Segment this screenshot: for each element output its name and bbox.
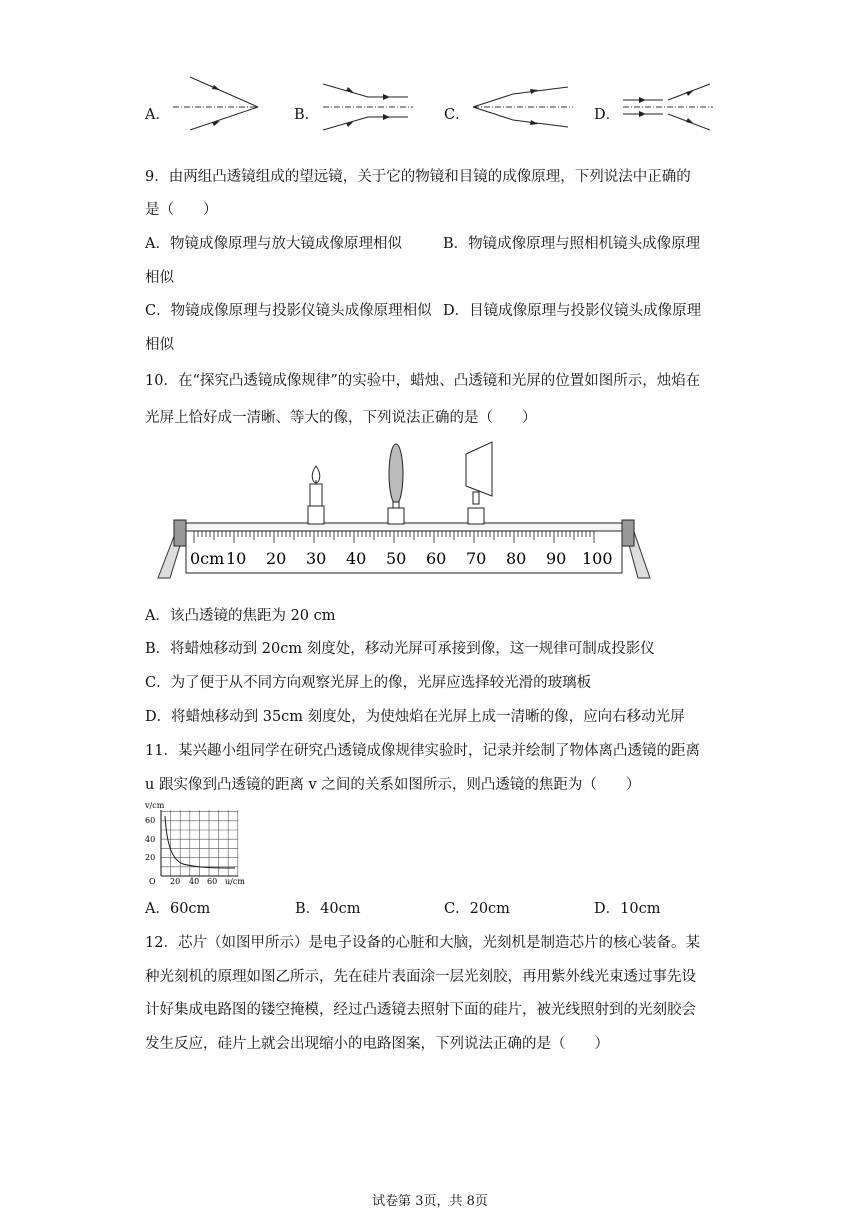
- bench-label-20: 20: [266, 549, 287, 568]
- q9-option-b-line1: B．物镜成像原理与照相机镜头成像原理: [443, 236, 701, 252]
- graph-ytick-60: 60: [145, 816, 156, 825]
- q11-stem-line1: 11．某兴趣小组同学在研究凸透镜成像规律实验时，记录并绘制了物体离凸透镜的距离: [145, 743, 700, 759]
- q8-option-b-label: B．: [294, 107, 320, 123]
- q9-stem-line2: 是（ ）: [145, 202, 218, 218]
- candle: [308, 466, 324, 524]
- q9-option-c: C．物镜成像原理与投影仪镜头成像原理相似: [145, 303, 432, 319]
- graph-ytick-20: 20: [145, 853, 156, 862]
- graph-ytick-40: 40: [145, 835, 156, 844]
- bench-label-30: 30: [306, 549, 327, 568]
- q12-line3: 计好集成电路图的镂空掩模，经过凸透镜去照射下面的硅片，被光线照射到的光刻胶会: [145, 1002, 696, 1018]
- bench-label-90: 90: [546, 549, 567, 568]
- bench-label-0: 0cm: [190, 549, 225, 568]
- q12-line4: 发生反应，硅片上就会出现缩小的电路图案，下列说法正确的是（ ）: [145, 1036, 609, 1052]
- q12-line2: 种光刻机的原理如图乙所示，先在硅片表面涂一层光刻胶，再用紫外线光束透过事先设: [145, 969, 696, 985]
- graph-curve: [165, 816, 235, 868]
- q10-option-c: C．为了便于从不同方向观察光屏上的像，光屏应选择较光滑的玻璃板: [145, 675, 592, 691]
- q10-option-b: B．将蜡烛移动到 20cm 刻度处，移动光屏可承接到像，这一规律可制成投影仪: [145, 641, 655, 657]
- bench-label-80: 80: [506, 549, 527, 568]
- q8-diagram-b: [318, 72, 418, 132]
- q11-option-b: B．40cm: [295, 901, 361, 917]
- q9-stem-line1: 9．由两组凸透镜组成的望远镜，关于它的物镜和目镜的成像原理，下列说法中正确的: [145, 169, 691, 185]
- q11-option-d: D．10cm: [594, 901, 661, 917]
- q11-option-a: A．60cm: [145, 901, 211, 917]
- q8-option-c-label: C．: [444, 107, 470, 123]
- graph-xtick-60: 60: [207, 877, 218, 886]
- graph-xtick-40: 40: [189, 877, 200, 886]
- graph-ylabel: v/cm: [145, 801, 165, 810]
- graph-xtick-20: 20: [170, 877, 181, 886]
- q11-stem-line2: u 跟实像到凸透镜的距离 v 之间的关系如图所示，则凸透镜的焦距为（ ）: [145, 777, 641, 793]
- graph-origin: O: [149, 877, 156, 886]
- q9-option-a: A．物镜成像原理与放大镜成像原理相似: [145, 236, 402, 252]
- bench-label-10: 10: [226, 549, 247, 568]
- q9-option-d-line2: 相似: [145, 337, 174, 353]
- q8-option-a-label: A．: [145, 107, 170, 123]
- q8-diagram-a: [168, 72, 268, 132]
- q10-option-a: A．该凸透镜的焦距为 20 cm: [145, 608, 336, 624]
- q10-stem-line1: 10．在“探究凸透镜成像规律”的实验中，蜡烛、凸透镜和光屏的位置如图所示，烛焰在: [145, 373, 701, 389]
- graph-xlabel: u/cm: [225, 877, 245, 886]
- q8-diagram-d: [618, 72, 718, 132]
- q8-option-d-label: D．: [594, 107, 621, 123]
- light-screen: [466, 442, 492, 524]
- convex-lens: [388, 444, 404, 524]
- q12-line1: 12．芯片（如图甲所示）是电子设备的心脏和大脑，光刻机是制造芯片的核心装备。某: [145, 935, 700, 951]
- q9-option-b-line2: 相似: [145, 270, 174, 286]
- page-footer: 试卷第 3页，共 8页: [372, 1194, 488, 1209]
- bench-label-60: 60: [426, 549, 447, 568]
- bench-label-100: 100: [582, 549, 613, 568]
- bench-left-end: [174, 520, 186, 546]
- q11-option-c: C．20cm: [444, 901, 510, 917]
- q8-diagram-c: [468, 72, 578, 132]
- bench-right-end: [622, 520, 634, 546]
- bench-label-70: 70: [466, 549, 487, 568]
- optical-bench-figure: [150, 436, 660, 586]
- q10-stem-line2: 光屏上恰好成一清晰、等大的像，下列说法正确的是（ ）: [145, 410, 537, 426]
- q9-option-d-line1: D．目镜成像原理与投影仪镜头成像原理: [443, 303, 702, 319]
- bench-label-40: 40: [346, 549, 367, 568]
- uv-graph: [143, 798, 258, 890]
- bench-label-50: 50: [386, 549, 407, 568]
- q10-option-d: D．将蜡烛移动到 35cm 刻度处，为使烛焰在光屏上成一清晰的像，应向右移动光屏: [145, 709, 685, 725]
- graph-grid: [161, 810, 238, 876]
